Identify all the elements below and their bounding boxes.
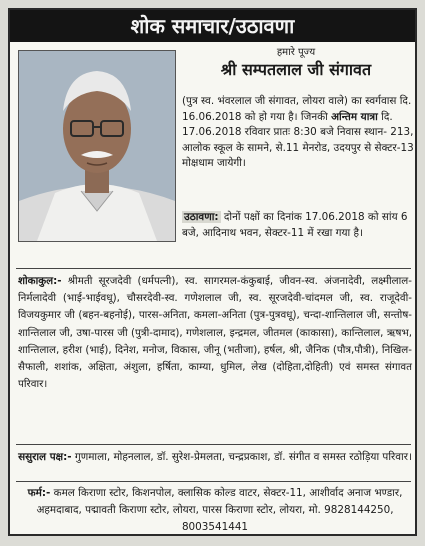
uthavana-text: दोनों पक्षों का दिनांक 17.06.2018 को सांय 6 बजे, आदिनाथ भवन, सेक्टर-11 में रखा गया है। xyxy=(182,211,408,239)
sasural-label: ससुराल पक्ष:- xyxy=(18,451,72,463)
firm-list: कमल किराणा स्टोर, किशनपोल, क्लासिक कोल्ड वाटर, सेक्टर-11, आशीर्वाद अनाज भण्डार, अहमदाबाद, पद्मावती किराणा स्टोर, लोयरा, पारस किराणा स्टोर, लोयरा, मो. 9828144250, 8003541441 xyxy=(36,487,403,533)
firm-footer xyxy=(18,485,412,536)
antim-yatra-text: दि. 17.06.2018 रविवार प्रातः 8:30 बजे निवास स्थान- 213, आलोक स्कूल के सामने, से.11 मेनरोड, उदयपुर से सेक्टर-13 मोक्षधाम जायेगी। xyxy=(182,110,414,170)
mourners-section xyxy=(18,273,412,393)
deceased-title-block xyxy=(182,46,410,81)
obituary-notice xyxy=(8,8,417,536)
uthavana-label: उठावणा: xyxy=(184,211,219,223)
sasural-section xyxy=(18,449,412,465)
mourners-text: श्रीमती सूरजदेवी (धर्मपत्नी), स्व. सागरमल-कंकुबाई, जीवन-स्व. अंजनादेवी, लक्ष्मीलाल-निर्मलादेवी (भाई-भाईवधू), चौसरदेवी-स्व. गणेशलाल जी, स्व. सूरजदेवी-चांदमल जी, स्व. राजूदेवी-विजयकुमार जी (बहन-बहनोई), पारस-अनिता, कमला-अनिता (पुत्र-पुत्रवधू), चन्दा-शान्तिलाल जी, सन्तोष-शान्तिलाल जी, उषा-पारस जी (पुत्री-दामाद), गणेशलाल, इन्द्रमल, जीतमल (काकासा), कान्तिलाल, ऋषभ, शान्तिलाल, हरीश (भाई), दिनेश, मनोज, विकास, जीनू (भतीजा), हर्षल, श्री, जैनिक (पौत्र,पौत्री), निखिल-सैफाली, शशांक, अक्षिता, अंशुला, हर्षिता, काम्या, धुमिल, लेख (दोहिता,दोहिती) एवं समस्त संगावत परिवार। xyxy=(18,275,413,391)
firm-label: फर्म:- xyxy=(27,487,51,499)
details-line-2: का स्वर्गवास दि. 16.06.2018 को हो गया है। xyxy=(182,95,412,123)
mourners-label: शोकाकुल:- xyxy=(18,275,62,287)
antim-prefix: जिनकी xyxy=(300,110,328,123)
death-details xyxy=(182,94,414,172)
sasural-text: गुणमाला, मोहनलाल, डॉ. सुरेश-प्रेमलता, चन्द्रप्रकाश, डॉ. संगीत व समस्त रठोड़िया परिवार। xyxy=(74,451,412,463)
pre-title: हमारे पूज्य xyxy=(276,47,316,58)
portrait-photo xyxy=(18,50,176,242)
divider-3 xyxy=(16,481,411,482)
uthavana-section xyxy=(182,210,414,241)
portrait-illustration xyxy=(19,51,175,241)
details-line-1: (पुत्र स्व. भंवरलाल जी संगावत, लोयरा वाले) xyxy=(182,95,348,107)
antim-yatra-label: अन्तिम यात्रा xyxy=(331,110,378,123)
divider-1 xyxy=(16,268,411,269)
notice-header: शोक समाचार/उठावणा xyxy=(10,10,415,42)
deceased-name: श्री सम्पतलाल जी संगावत xyxy=(220,60,372,79)
divider-2 xyxy=(16,444,411,445)
